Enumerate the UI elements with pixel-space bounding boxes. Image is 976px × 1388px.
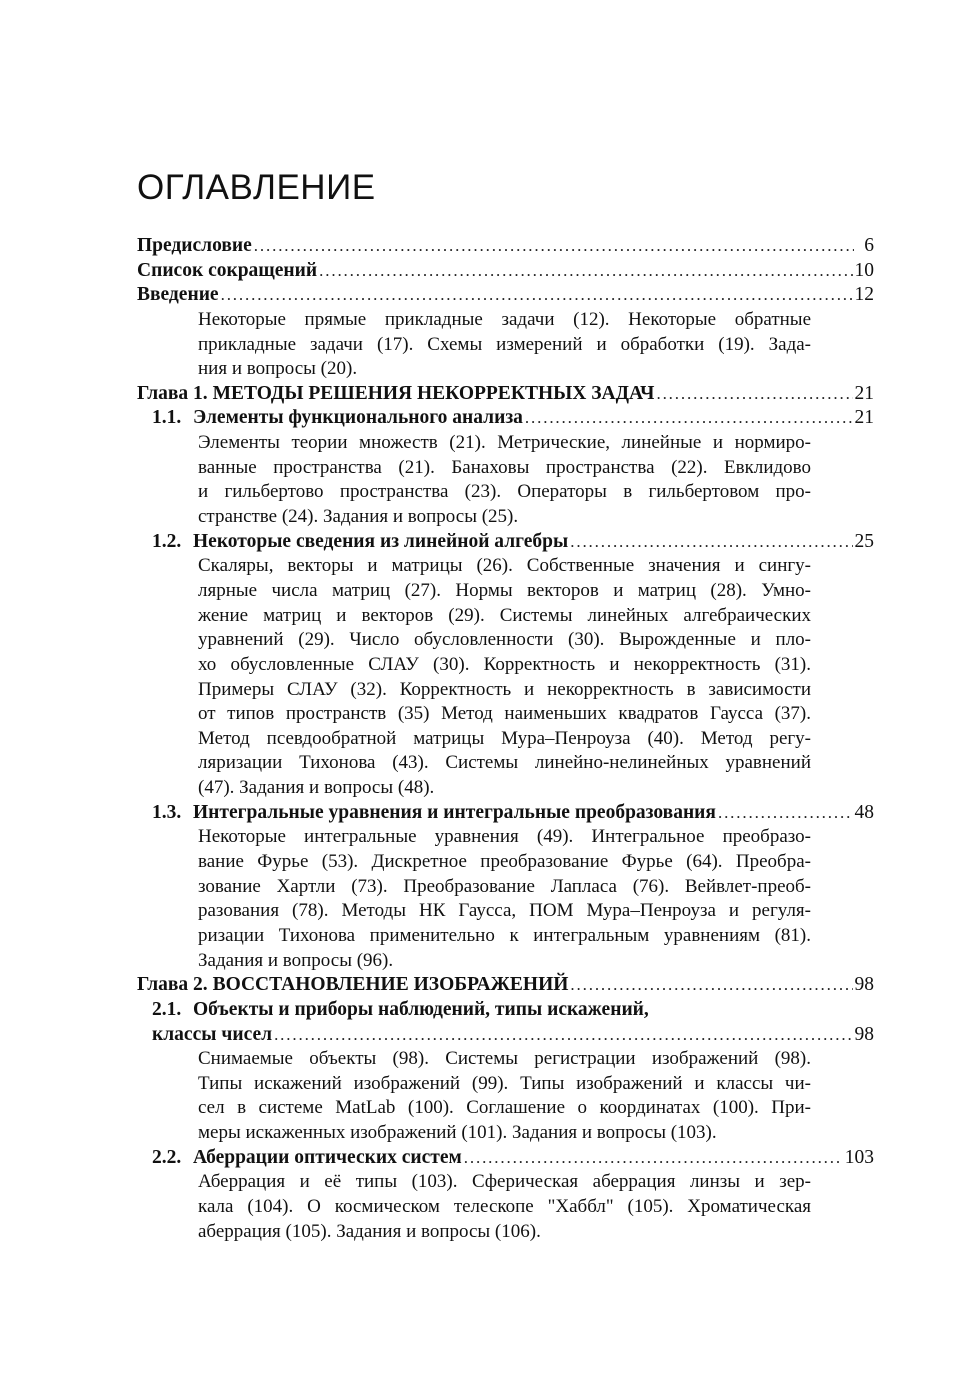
toc-entry-description-line: странстве (24). Задания и вопросы (25).: [198, 506, 519, 528]
toc-entry-title: Введение: [137, 284, 219, 306]
toc-entry-description-line: ния и вопросы (20).: [198, 358, 358, 380]
toc-page-number: 25: [854, 530, 874, 552]
toc-entry-description-line: и гильбертово пространства (23). Операторы в гильбертовом про-: [198, 481, 811, 503]
toc-entry-description-line: Метод псевдообратной матрицы Мура–Пенроуза (40). Метод регу-: [198, 727, 811, 749]
dot-leader: [319, 259, 852, 284]
toc-page-number: 98: [854, 1023, 874, 1045]
dot-leader: [570, 973, 852, 998]
toc-page-number: 103: [844, 1146, 874, 1168]
page-title: ОГЛАВЛЕНИЕ: [137, 168, 376, 207]
toc-entry-description-line: Некоторые прямые прикладные задачи (12). Некоторые обратные: [198, 308, 811, 330]
toc-entry-description-line: разования (78). Методы НК Гаусса, ПОМ Мура–Пенроуза и регуля-: [198, 900, 811, 922]
toc-entry-description-line: Снимаемые объекты (98). Системы регистрации изображений (98).: [198, 1048, 811, 1070]
toc-entry-description-line: ляризации Тихонова (43). Системы линейно-нелинейных уравнений: [198, 752, 811, 774]
toc-entry-description-line: ванные пространства (21). Банаховы пространства (22). Евклидово: [198, 456, 811, 478]
toc-entry-title: ВОССТАНОВЛЕНИЕ ИЗОБРАЖЕНИЙ: [212, 974, 569, 996]
toc-page-number: 21: [854, 407, 874, 429]
dot-leader: [570, 530, 852, 555]
toc-entry-title: Некоторые сведения из линейной алгебры: [193, 530, 569, 552]
toc-entry[interactable]: [137, 283, 874, 308]
dot-leader: [656, 382, 852, 407]
toc-entry-description-line: зование Хартли (73). Преобразование Лапласа (76). Вейвлет-преоб-: [198, 875, 811, 897]
toc-page-number: 21: [854, 382, 874, 404]
toc-entry-description-line: (47). Задания и вопросы (48).: [198, 777, 435, 799]
toc-entry[interactable]: [137, 259, 874, 284]
toc-page-number: 48: [854, 801, 874, 823]
dot-leader: [718, 801, 853, 826]
toc-entry[interactable]: [137, 973, 874, 998]
toc-page-number: 10: [854, 259, 874, 281]
toc-entry-description-line: меры искаженных изображений (101). Задания и вопросы (103).: [198, 1122, 717, 1144]
toc-page-number: 6: [864, 235, 874, 256]
toc-entry-description-line: Задания и вопросы (96).: [198, 949, 394, 971]
toc-entry-title: Список сокращений: [137, 259, 318, 281]
toc-entry[interactable]: [137, 998, 874, 1023]
toc-entry-description-line: сел в системе MatLab (100). Соглашение о координатах (100). При-: [198, 1097, 811, 1119]
toc-entry-number: 2.1.: [152, 998, 182, 1020]
toc-entry-title: Объекты и приборы наблюдений, типы искажений,: [193, 998, 649, 1020]
toc-entry-title: Элементы функционального анализа: [193, 407, 523, 429]
toc-entry[interactable]: [137, 801, 874, 826]
toc-entry[interactable]: [137, 234, 874, 259]
toc-entry-description-line: Скаляры, векторы и матрицы (26). Собственные значения и сингу-: [198, 555, 811, 577]
dot-leader: [464, 1146, 843, 1171]
toc-entry-description-line: кала (104). О космическом телескопе "Хаббл" (105). Хроматическая: [198, 1195, 811, 1217]
toc-entry-description-line: Элементы теории множеств (21). Метрические, линейные и нормиро-: [198, 432, 811, 454]
toc-entry-description-line: хо обусловленные СЛАУ (30). Корректность и некорректность (31).: [198, 653, 811, 675]
toc-entry-number: Глава 2.: [137, 974, 208, 996]
toc-entry-description-line: Типы искажений изображений (99). Типы изображений и классы чи-: [198, 1072, 811, 1094]
toc-entry-title: Предисловие: [137, 235, 252, 256]
toc-page-number: 98: [854, 974, 874, 996]
toc-entry-title: Интегральные уравнения и интегральные преобразования: [193, 801, 716, 823]
toc-entry-description-line: уравнений (29). Число обусловленности (30). Вырожденные и пло-: [198, 629, 811, 651]
toc-entry-title: Аберрации оптических систем: [193, 1146, 462, 1168]
toc-page-number: 12: [854, 284, 874, 306]
dot-leader: [274, 1023, 852, 1048]
toc-entry-description-line: Примеры СЛАУ (32). Корректность и некорректность в зависимости: [198, 678, 811, 700]
toc-entry-number: 1.3.: [152, 801, 182, 823]
toc-entry-number: 1.2.: [152, 530, 182, 552]
toc-entry-description-line: вание Фурье (53). Дискретное преобразование Фурье (64). Преобра-: [198, 851, 811, 873]
toc-entry-number: 2.2.: [152, 1146, 182, 1168]
toc-entry-title: МЕТОДЫ РЕШЕНИЯ НЕКОРРЕКТНЫХ ЗАДАЧ: [212, 382, 655, 404]
toc-entry-title-cont: классы чисел: [152, 1023, 273, 1045]
toc-entry-number: 1.1.: [152, 407, 182, 429]
toc-entry-description-line: прикладные задачи (17). Схемы измерений и обработки (19). Зада-: [198, 333, 811, 355]
toc-entry-number: Глава 1.: [137, 382, 208, 404]
toc-entry-description-line: лярные числа матриц (27). Нормы векторов и матриц (28). Умно-: [198, 579, 811, 601]
toc-entry[interactable]: [137, 382, 874, 407]
toc-entry-description-line: от типов пространств (35) Метод наименьших квадратов Гаусса (37).: [198, 703, 811, 725]
dot-leader: [254, 234, 854, 259]
toc-entry-description-line: Аберрация и её типы (103). Сферическая аберрация линзы и зер-: [198, 1171, 811, 1193]
toc-entry[interactable]: [137, 530, 874, 555]
toc-entry-description-line: Некоторые интегральные уравнения (49). Интегральное преобразо-: [198, 826, 811, 848]
toc-entry-description-line: жение матриц и векторов (29). Системы линейных алгебраических: [198, 604, 811, 626]
toc-entry-description-line: аберрация (105). Задания и вопросы (106).: [198, 1220, 541, 1242]
toc-entry[interactable]: [137, 406, 874, 431]
dot-leader: [221, 283, 853, 308]
toc-entry-description-line: ризации Тихонова применительно к интегральным уравнениям (81).: [198, 924, 811, 946]
dot-leader: [525, 406, 853, 431]
table-of-contents: [137, 234, 874, 1244]
toc-entry-continuation[interactable]: [137, 1023, 874, 1048]
toc-entry[interactable]: [137, 1146, 874, 1171]
